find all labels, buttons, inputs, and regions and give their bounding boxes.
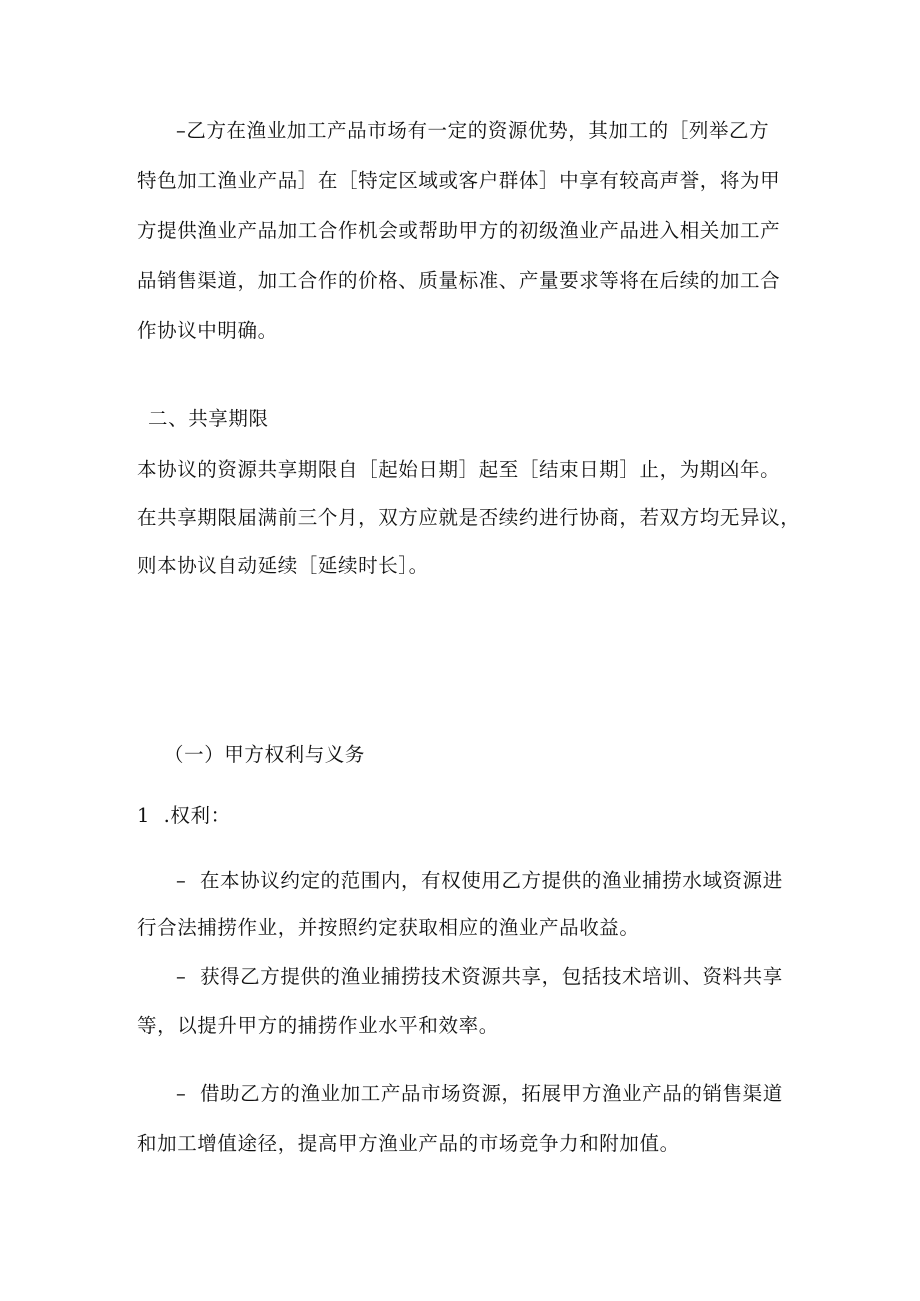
- section-heading-party-a: （一）甲方权利与义务: [164, 743, 366, 766]
- paragraph-line: 方提供渔业产品加工合作机会或帮助甲方的初级渔业产品进入相关加工产: [137, 219, 781, 242]
- list-item-line: 等，以提升甲方的捕捞作业水平和效率。: [137, 1014, 499, 1037]
- paragraph-line: 本协议的资源共享期限自［起始日期］起至［结束日期］止，为期凶年。: [137, 458, 781, 481]
- paragraph-line: –乙方在渔业加工产品市场有一定的资源优势，其加工的［列举乙方: [176, 119, 770, 142]
- paragraph-line: 品销售渠道，加工合作的价格、质量标准、产量要求等将在后续的加工合: [137, 269, 781, 292]
- paragraph-line: 特色加工渔业产品］在［特定区域或客户群体］中享有较高声誉，将为甲: [137, 169, 781, 192]
- paragraph-line: 作协议中明确。: [137, 319, 278, 342]
- section-heading-term: 二、共享期限: [148, 407, 269, 430]
- paragraph-line: 在共享期限届满前三个月，双方应就是否续约进行协商，若双方均无异议，: [137, 506, 801, 529]
- list-item-line: – 获得乙方提供的渔业捕捞技术资源共享，包括技术培训、资料共享: [176, 965, 783, 988]
- list-item-line: – 借助乙方的渔业加工产品市场资源，拓展甲方渔业产品的销售渠道: [176, 1082, 783, 1105]
- list-item-line: – 在本协议约定的范围内，有权使用乙方提供的渔业捕捞水域资源进: [176, 869, 783, 892]
- list-item-line: 和加工增值途径，提高甲方渔业产品的市场竞争力和附加值。: [137, 1132, 680, 1155]
- rights-label: 1 .权利：: [137, 804, 231, 827]
- paragraph-line: 则本协议自动延续［延续时长］。: [137, 554, 429, 577]
- list-item-line: 行合法捕捞作业，并按照约定获取相应的渔业产品收益。: [137, 916, 640, 939]
